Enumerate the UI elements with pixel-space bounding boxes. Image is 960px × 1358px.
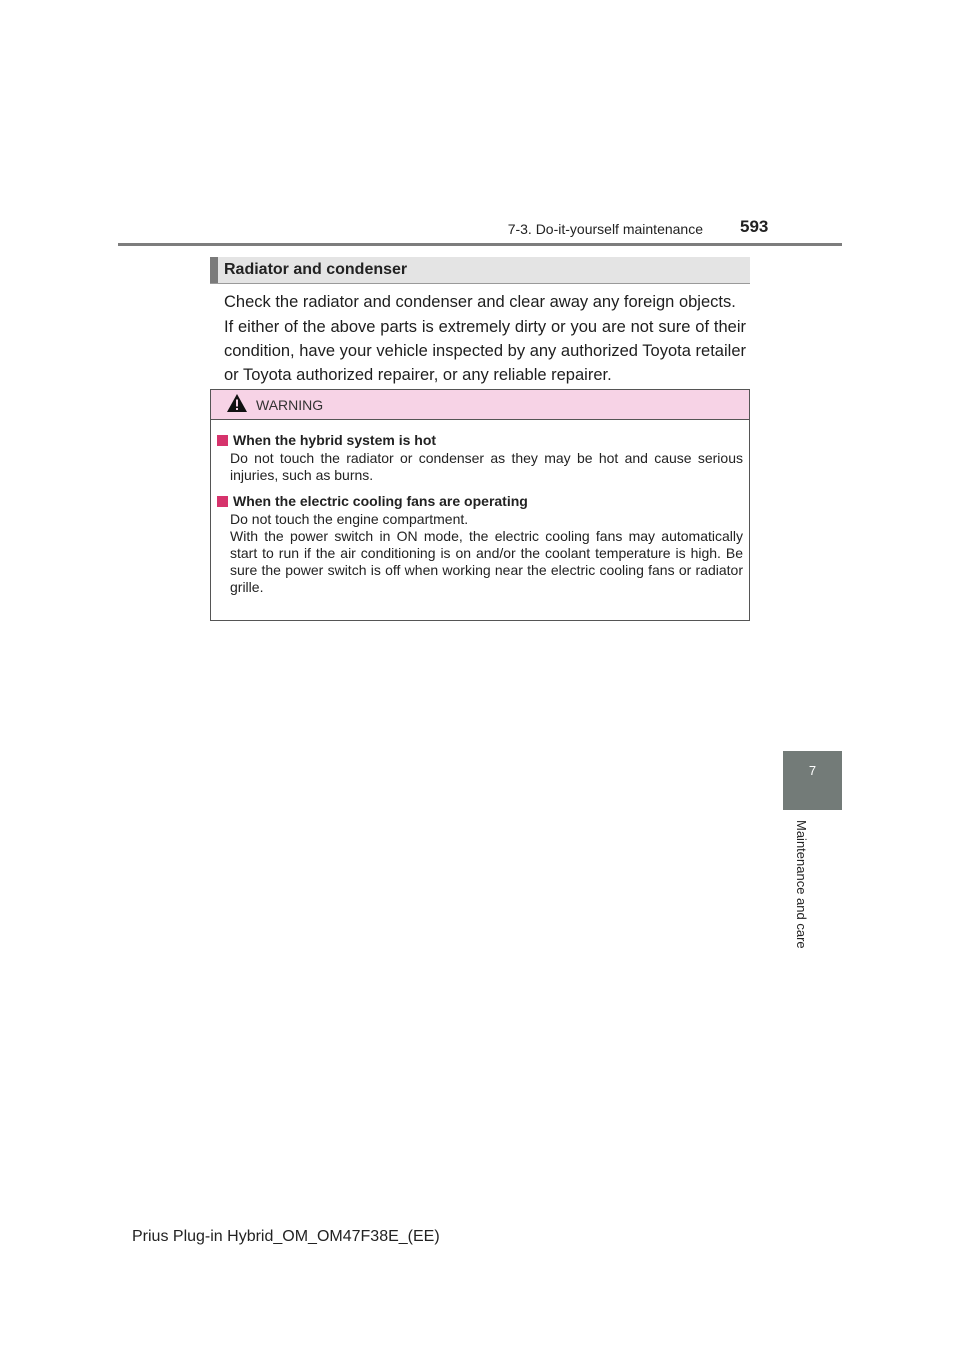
page-number: 593 xyxy=(740,217,769,236)
square-bullet-icon xyxy=(217,496,228,507)
warning-item xyxy=(217,431,743,484)
chapter-title-vertical: Maintenance and care xyxy=(794,820,809,949)
warning-item-heading xyxy=(217,492,743,511)
section-body xyxy=(224,290,746,388)
section-divider xyxy=(210,283,750,284)
warning-item-heading-text: When the hybrid system is hot xyxy=(233,432,437,448)
section-heading-bar xyxy=(210,257,750,284)
chapter-number: 7 xyxy=(808,763,817,778)
chapter-tab xyxy=(783,751,842,810)
warning-triangle-icon xyxy=(226,393,248,413)
header-section-text: 7-3. Do-it-yourself maintenance xyxy=(507,221,703,237)
warning-item-line: Do not touch the radiator or condenser as they may be hot and cause serious injuries, such as burns. xyxy=(230,450,743,483)
body-paragraph: Check the radiator and condenser and clear away any foreign objects. xyxy=(224,293,736,311)
warning-box xyxy=(210,389,750,621)
header-divider xyxy=(118,243,842,246)
footer-document-id: Prius Plug-in Hybrid_OM_OM47F38E_(EE) xyxy=(132,1228,440,1245)
warning-item-heading-text: When the electric cooling fans are operating xyxy=(233,493,528,509)
warning-item-line: Do not touch the engine compartment. xyxy=(230,511,469,527)
warning-header xyxy=(211,390,749,420)
warning-item-body xyxy=(230,450,743,484)
square-bullet-icon xyxy=(217,435,228,446)
body-paragraph: If either of the above parts is extremely dirty or you are not sure of their condition, have your vehicle inspected by any authorized Toyota retailer or Toyota authorized repairer, or any reliable repairer. xyxy=(224,318,746,384)
warning-item xyxy=(217,492,743,596)
warning-item-body xyxy=(230,511,743,596)
warning-item-line: With the power switch in ON mode, the electric cooling fans may automatically start to run if the air conditioning is on and/or the coolant temperature is high. Be sure the power switch is off when working near the electric cooling fans or radiator grille. xyxy=(230,528,743,595)
section-title: Radiator and condenser xyxy=(224,261,408,278)
warning-title: WARNING xyxy=(256,397,324,413)
warning-item-heading xyxy=(217,431,743,450)
